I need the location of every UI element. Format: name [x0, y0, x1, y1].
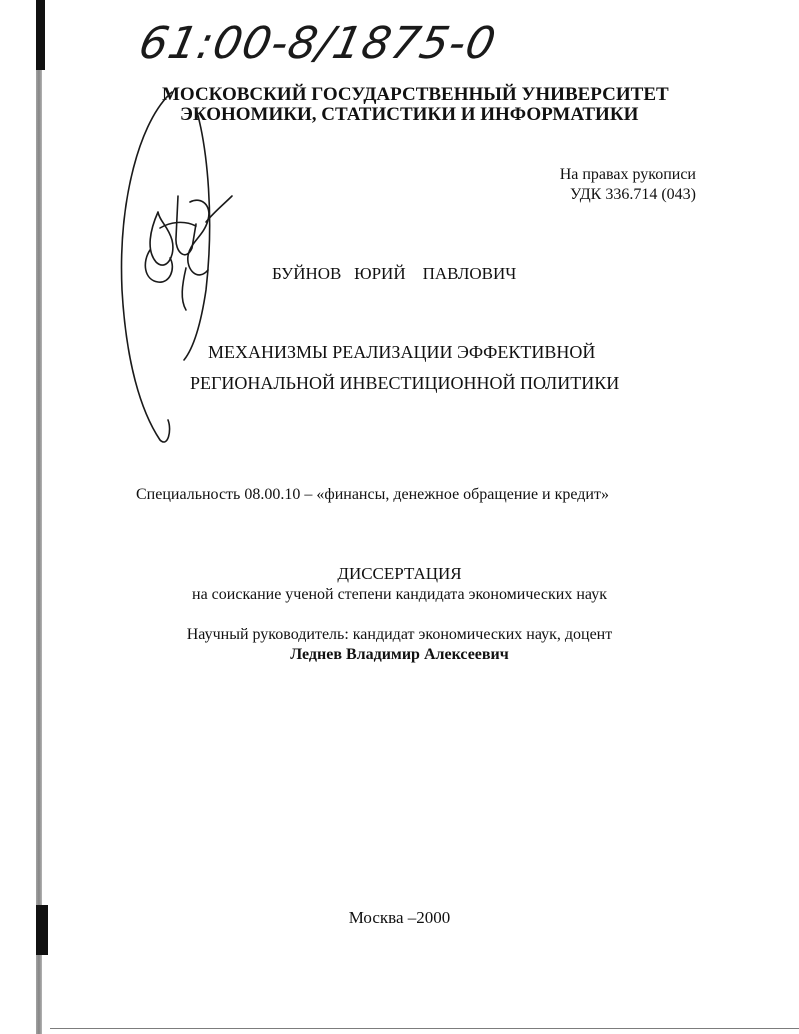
- manuscript-rights-label: На правах рукописи: [559, 166, 696, 183]
- author-first-name: ЮРИЙ: [354, 264, 406, 283]
- scan-bottom-line: [50, 1028, 799, 1029]
- udc-code: УДК 336.714 (043): [570, 186, 696, 203]
- scan-edge-mark-top: [36, 0, 45, 70]
- signature-loop-left: [122, 92, 172, 442]
- author-surname: БУЙНОВ: [272, 264, 342, 283]
- signature-stroke-3: [188, 200, 209, 275]
- supervisor-label: Научный руководитель: кандидат экономических наук, доцент: [186, 626, 613, 643]
- signature-stroke-6: [206, 196, 232, 222]
- dissertation-heading: ДИССЕРТАЦИЯ: [337, 564, 462, 583]
- university-name-line1: МОСКОВСКИЙ ГОСУДАРСТВЕННЫЙ УНИВЕРСИТЕТ: [162, 84, 669, 105]
- signature-stroke-1: [150, 212, 173, 265]
- dissertation-title-line2: РЕГИОНАЛЬНОЙ ИНВЕСТИЦИОННОЙ ПОЛИТИКИ: [190, 373, 620, 393]
- signature-loop-right: [184, 108, 210, 360]
- signature-stroke-4: [145, 250, 172, 282]
- university-name-line2: ЭКОНОМИКИ, СТАТИСТИКИ И ИНФОРМАТИКИ: [180, 104, 639, 125]
- dissertation-title-line1: МЕХАНИЗМЫ РЕАЛИЗАЦИИ ЭФФЕКТИВНОЙ: [208, 342, 596, 362]
- scan-edge-left: [36, 0, 42, 1034]
- supervisor-name: Леднев Владимир Алексеевич: [290, 646, 509, 663]
- author-name: [272, 264, 516, 284]
- author-patronymic: ПАВЛОВИЧ: [422, 264, 517, 283]
- signature-stroke-7: [160, 222, 196, 228]
- specialty-line: Специальность 08.00.10 – «финансы, денежное обращение и кредит»: [136, 486, 609, 503]
- place-and-year: Москва –2000: [348, 908, 451, 927]
- dissertation-degree-subtitle: на соискание ученой степени кандидата экономических наук: [192, 586, 607, 603]
- signature-stroke-5: [182, 268, 186, 310]
- handwritten-archive-number: 61:00-8/1875-0: [134, 18, 501, 69]
- signature-stroke-2: [176, 196, 196, 255]
